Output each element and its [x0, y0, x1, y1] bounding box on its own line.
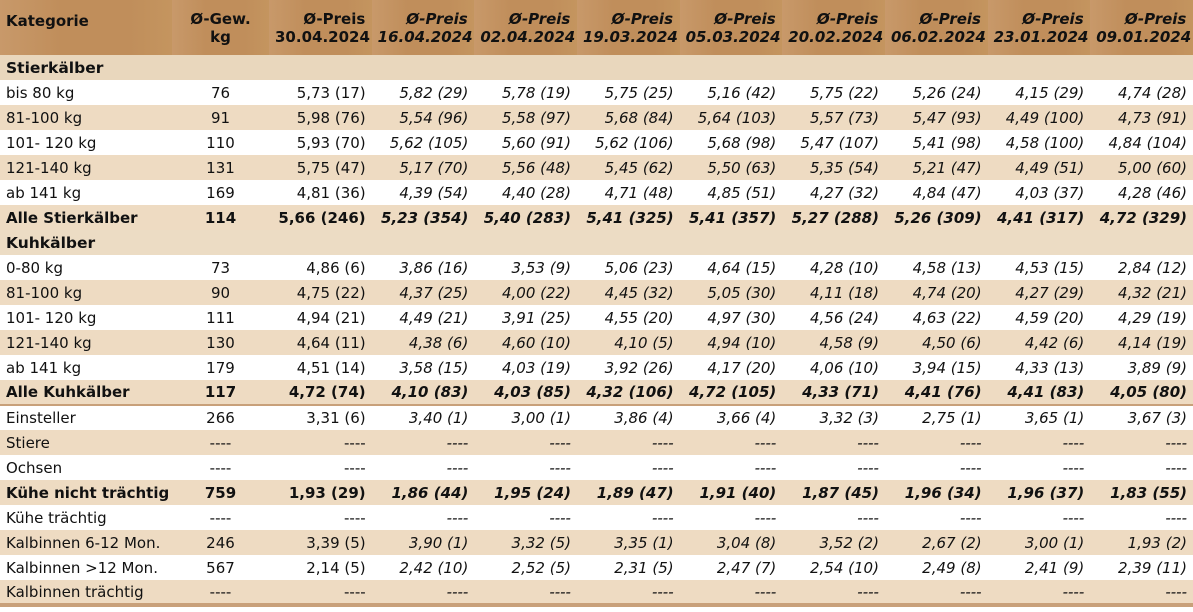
- row-weight: 110: [172, 130, 269, 155]
- table-row: [0, 405, 1193, 430]
- header-price-5: Ø-Preis 20.02.2024: [782, 0, 885, 55]
- price-cell: ----: [782, 430, 885, 455]
- price-cell: 3,94 (15): [885, 355, 988, 380]
- price-cell: ----: [782, 580, 885, 605]
- price-cell: 5,06 (23): [577, 255, 680, 280]
- price-cell: ----: [885, 580, 988, 605]
- price-cell: ----: [1090, 580, 1193, 605]
- price-cell: 4,00 (22): [474, 280, 577, 305]
- row-weight: 179: [172, 355, 269, 380]
- price-cell: 5,75 (25): [577, 80, 680, 105]
- price-cell: 3,32 (3): [782, 405, 885, 430]
- price-cell: 2,67 (2): [885, 530, 988, 555]
- section-header: [0, 55, 1193, 80]
- price-cell: 4,32 (106): [577, 380, 680, 405]
- section-header: [0, 230, 1193, 255]
- price-cell: 5,56 (48): [474, 155, 577, 180]
- price-cell: 1,91 (40): [680, 480, 783, 505]
- price-cell: 4,73 (91): [1090, 105, 1193, 130]
- price-cell: 4,10 (83): [372, 380, 475, 405]
- row-weight: ----: [172, 430, 269, 455]
- price-cell: 4,60 (10): [474, 330, 577, 355]
- price-cell: 4,63 (22): [885, 305, 988, 330]
- price-cell: ----: [1090, 455, 1193, 480]
- header-price-4: Ø-Preis 05.03.2024: [680, 0, 783, 55]
- price-cell: ----: [680, 455, 783, 480]
- price-cell: 5,57 (73): [782, 105, 885, 130]
- price-cell: 1,96 (37): [988, 480, 1091, 505]
- price-cell: 3,39 (5): [269, 530, 372, 555]
- price-cell: 1,86 (44): [372, 480, 475, 505]
- price-cell: 5,64 (103): [680, 105, 783, 130]
- price-cell: 4,49 (21): [372, 305, 475, 330]
- table-row: [0, 455, 1193, 480]
- price-cell: 3,86 (4): [577, 405, 680, 430]
- price-cell: 5,73 (17): [269, 80, 372, 105]
- price-cell: 3,58 (15): [372, 355, 475, 380]
- price-cell: 5,00 (60): [1090, 155, 1193, 180]
- row-label: 101- 120 kg: [0, 305, 172, 330]
- price-cell: 4,72 (105): [680, 380, 783, 405]
- price-cell: 4,03 (85): [474, 380, 577, 405]
- price-cell: 3,00 (1): [474, 405, 577, 430]
- price-cell: ----: [988, 430, 1091, 455]
- table-row: [0, 555, 1193, 580]
- price-cell: 4,74 (28): [1090, 80, 1193, 105]
- price-cell: ----: [269, 430, 372, 455]
- price-cell: 4,37 (25): [372, 280, 475, 305]
- price-cell: 4,33 (71): [782, 380, 885, 405]
- row-label: Einsteller: [0, 405, 172, 430]
- price-cell: 5,41 (357): [680, 205, 783, 230]
- price-cell: ----: [885, 455, 988, 480]
- table-row: [0, 130, 1193, 155]
- price-cell: 4,74 (20): [885, 280, 988, 305]
- row-weight: 130: [172, 330, 269, 355]
- price-cell: ----: [988, 505, 1091, 530]
- price-cell: 4,29 (19): [1090, 305, 1193, 330]
- price-cell: 3,31 (6): [269, 405, 372, 430]
- price-cell: 5,60 (91): [474, 130, 577, 155]
- price-cell: 4,84 (47): [885, 180, 988, 205]
- price-cell: ----: [372, 455, 475, 480]
- price-cell: 4,15 (29): [988, 80, 1091, 105]
- price-cell: 3,92 (26): [577, 355, 680, 380]
- price-cell: 3,86 (16): [372, 255, 475, 280]
- total-row: [0, 205, 1193, 230]
- header-price-3: Ø-Preis 19.03.2024: [577, 0, 680, 55]
- price-cell: 5,62 (105): [372, 130, 475, 155]
- price-cell: 4,56 (24): [782, 305, 885, 330]
- price-cell: ----: [372, 505, 475, 530]
- price-cell: 5,26 (309): [885, 205, 988, 230]
- price-cell: 3,40 (1): [372, 405, 475, 430]
- row-label: bis 80 kg: [0, 80, 172, 105]
- price-cell: 1,89 (47): [577, 480, 680, 505]
- table-row: [0, 80, 1193, 105]
- price-cell: 4,05 (80): [1090, 380, 1193, 405]
- price-cell: 4,41 (317): [988, 205, 1091, 230]
- price-cell: 5,58 (97): [474, 105, 577, 130]
- row-weight: 90: [172, 280, 269, 305]
- price-cell: 4,14 (19): [1090, 330, 1193, 355]
- price-cell: 5,54 (96): [372, 105, 475, 130]
- price-cell: 3,52 (2): [782, 530, 885, 555]
- table-row: [0, 255, 1193, 280]
- price-cell: 5,26 (24): [885, 80, 988, 105]
- price-cell: 5,05 (30): [680, 280, 783, 305]
- price-cell: 2,49 (8): [885, 555, 988, 580]
- row-weight: 131: [172, 155, 269, 180]
- price-cell: 1,95 (24): [474, 480, 577, 505]
- header-price-6: Ø-Preis 06.02.2024: [885, 0, 988, 55]
- header-price-0: Ø-Preis 30.04.2024: [269, 0, 372, 55]
- total-row: [0, 380, 1193, 405]
- table-row: [0, 280, 1193, 305]
- price-cell: 4,55 (20): [577, 305, 680, 330]
- row-weight: 266: [172, 405, 269, 430]
- price-cell: 5,47 (93): [885, 105, 988, 130]
- row-label: ab 141 kg: [0, 180, 172, 205]
- price-cell: 4,59 (20): [988, 305, 1091, 330]
- row-label: Kalbinnen 6-12 Mon.: [0, 530, 172, 555]
- price-cell: 5,47 (107): [782, 130, 885, 155]
- row-weight: 73: [172, 255, 269, 280]
- price-cell: 4,85 (51): [680, 180, 783, 205]
- price-cell: ----: [577, 430, 680, 455]
- price-cell: 4,49 (100): [988, 105, 1091, 130]
- price-cell: 4,94 (21): [269, 305, 372, 330]
- row-label: 121-140 kg: [0, 155, 172, 180]
- price-cell: ----: [1090, 430, 1193, 455]
- table-body: [0, 55, 1193, 605]
- price-cell: 4,28 (46): [1090, 180, 1193, 205]
- price-cell: 5,41 (98): [885, 130, 988, 155]
- price-cell: 5,16 (42): [680, 80, 783, 105]
- price-cell: 4,41 (83): [988, 380, 1091, 405]
- price-cell: 3,65 (1): [988, 405, 1091, 430]
- price-cell: 3,04 (8): [680, 530, 783, 555]
- row-weight: 76: [172, 80, 269, 105]
- price-cell: 4,58 (100): [988, 130, 1091, 155]
- price-cell: 4,42 (6): [988, 330, 1091, 355]
- price-cell: 5,23 (354): [372, 205, 475, 230]
- price-cell: 3,89 (9): [1090, 355, 1193, 380]
- price-cell: 4,39 (54): [372, 180, 475, 205]
- price-cell: 4,58 (9): [782, 330, 885, 355]
- total-row: [0, 480, 1193, 505]
- price-cell: 4,75 (22): [269, 280, 372, 305]
- table-row: [0, 105, 1193, 130]
- price-cell: 2,52 (5): [474, 555, 577, 580]
- header-gewicht: Ø-Gew. kg: [172, 0, 269, 55]
- price-cell: 4,32 (21): [1090, 280, 1193, 305]
- row-label: 121-140 kg: [0, 330, 172, 355]
- price-cell: 4,10 (5): [577, 330, 680, 355]
- price-cell: 5,35 (54): [782, 155, 885, 180]
- price-cell: 2,39 (11): [1090, 555, 1193, 580]
- price-cell: ----: [885, 505, 988, 530]
- table-row: [0, 180, 1193, 205]
- price-cell: 3,00 (1): [988, 530, 1091, 555]
- price-cell: ----: [474, 430, 577, 455]
- price-cell: ----: [782, 505, 885, 530]
- section-label: Stierkälber: [0, 55, 1193, 80]
- row-label: 101- 120 kg: [0, 130, 172, 155]
- price-cell: 4,58 (13): [885, 255, 988, 280]
- table-row: [0, 530, 1193, 555]
- price-cell: 4,71 (48): [577, 180, 680, 205]
- price-cell: 2,14 (5): [269, 555, 372, 580]
- price-cell: 4,51 (14): [269, 355, 372, 380]
- price-cell: 4,45 (32): [577, 280, 680, 305]
- row-label: Alle Kuhkälber: [0, 380, 172, 405]
- row-label: 81-100 kg: [0, 105, 172, 130]
- price-cell: 4,06 (10): [782, 355, 885, 380]
- table-row: [0, 430, 1193, 455]
- row-label: Kalbinnen trächtig: [0, 580, 172, 605]
- price-cell: 4,64 (15): [680, 255, 783, 280]
- row-weight: ----: [172, 580, 269, 605]
- row-weight: 246: [172, 530, 269, 555]
- price-cell: 1,83 (55): [1090, 480, 1193, 505]
- price-cell: 2,84 (12): [1090, 255, 1193, 280]
- price-cell: ----: [988, 580, 1091, 605]
- row-label: 81-100 kg: [0, 280, 172, 305]
- header-price-2: Ø-Preis 02.04.2024: [474, 0, 577, 55]
- section-label: Kuhkälber: [0, 230, 1193, 255]
- price-cell: 5,98 (76): [269, 105, 372, 130]
- row-label: Kalbinnen >12 Mon.: [0, 555, 172, 580]
- price-cell: 4,97 (30): [680, 305, 783, 330]
- header-price-8: Ø-Preis 09.01.2024: [1090, 0, 1193, 55]
- price-cell: 3,32 (5): [474, 530, 577, 555]
- row-weight: 759: [172, 480, 269, 505]
- price-cell: ----: [680, 505, 783, 530]
- price-cell: ----: [372, 430, 475, 455]
- price-cell: ----: [988, 455, 1091, 480]
- price-cell: ----: [269, 580, 372, 605]
- price-cell: ----: [474, 580, 577, 605]
- price-cell: 4,40 (28): [474, 180, 577, 205]
- price-cell: 4,50 (6): [885, 330, 988, 355]
- price-cell: 5,27 (288): [782, 205, 885, 230]
- price-cell: 4,72 (329): [1090, 205, 1193, 230]
- price-cell: 4,38 (6): [372, 330, 475, 355]
- price-cell: 4,84 (104): [1090, 130, 1193, 155]
- price-cell: ----: [1090, 505, 1193, 530]
- table-row: [0, 305, 1193, 330]
- table-row: [0, 355, 1193, 380]
- header-price-7: Ø-Preis 23.01.2024: [988, 0, 1091, 55]
- header-kategorie: Kategorie: [0, 0, 172, 55]
- price-cell: 5,68 (98): [680, 130, 783, 155]
- row-weight: 111: [172, 305, 269, 330]
- row-weight: 114: [172, 205, 269, 230]
- price-cell: 2,42 (10): [372, 555, 475, 580]
- price-cell: 5,66 (246): [269, 205, 372, 230]
- price-cell: 4,53 (15): [988, 255, 1091, 280]
- row-label: ab 141 kg: [0, 355, 172, 380]
- price-cell: 3,90 (1): [372, 530, 475, 555]
- price-cell: 2,47 (7): [680, 555, 783, 580]
- price-cell: 4,33 (13): [988, 355, 1091, 380]
- price-cell: 5,41 (325): [577, 205, 680, 230]
- price-cell: ----: [269, 455, 372, 480]
- price-cell: ----: [372, 580, 475, 605]
- price-cell: 5,93 (70): [269, 130, 372, 155]
- price-cell: 4,27 (29): [988, 280, 1091, 305]
- price-cell: 5,62 (106): [577, 130, 680, 155]
- price-cell: ----: [577, 580, 680, 605]
- price-cell: 4,17 (20): [680, 355, 783, 380]
- price-cell: 3,67 (3): [1090, 405, 1193, 430]
- price-cell: 5,75 (47): [269, 155, 372, 180]
- price-cell: 5,82 (29): [372, 80, 475, 105]
- row-label: Kühe nicht trächtig: [0, 480, 172, 505]
- price-cell: 4,81 (36): [269, 180, 372, 205]
- row-weight: 567: [172, 555, 269, 580]
- price-cell: 4,11 (18): [782, 280, 885, 305]
- table-header: [0, 0, 1193, 55]
- table-row: [0, 505, 1193, 530]
- price-cell: 4,28 (10): [782, 255, 885, 280]
- price-cell: 4,72 (74): [269, 380, 372, 405]
- row-weight: 91: [172, 105, 269, 130]
- row-label: Kühe trächtig: [0, 505, 172, 530]
- row-label: Alle Stierkälber: [0, 205, 172, 230]
- row-label: Ochsen: [0, 455, 172, 480]
- row-weight: ----: [172, 505, 269, 530]
- price-cell: 2,31 (5): [577, 555, 680, 580]
- price-cell: 4,03 (37): [988, 180, 1091, 205]
- price-cell: ----: [474, 505, 577, 530]
- row-weight: 169: [172, 180, 269, 205]
- price-cell: 3,91 (25): [474, 305, 577, 330]
- price-cell: 4,49 (51): [988, 155, 1091, 180]
- price-cell: 5,45 (62): [577, 155, 680, 180]
- header-price-1: Ø-Preis 16.04.2024: [372, 0, 475, 55]
- price-cell: 5,50 (63): [680, 155, 783, 180]
- price-cell: 1,96 (34): [885, 480, 988, 505]
- table-row: [0, 155, 1193, 180]
- price-cell: 5,40 (283): [474, 205, 577, 230]
- row-label: 0-80 kg: [0, 255, 172, 280]
- row-weight: ----: [172, 455, 269, 480]
- price-cell: ----: [269, 505, 372, 530]
- price-cell: 4,41 (76): [885, 380, 988, 405]
- price-cell: 2,75 (1): [885, 405, 988, 430]
- price-cell: 4,86 (6): [269, 255, 372, 280]
- price-cell: ----: [782, 455, 885, 480]
- table-row: [0, 580, 1193, 605]
- price-cell: ----: [680, 430, 783, 455]
- price-cell: 2,41 (9): [988, 555, 1091, 580]
- row-weight: 117: [172, 380, 269, 405]
- price-cell: 5,21 (47): [885, 155, 988, 180]
- price-cell: 5,68 (84): [577, 105, 680, 130]
- price-cell: 5,78 (19): [474, 80, 577, 105]
- price-cell: 1,87 (45): [782, 480, 885, 505]
- price-cell: 1,93 (29): [269, 480, 372, 505]
- price-cell: 5,75 (22): [782, 80, 885, 105]
- price-cell: ----: [577, 505, 680, 530]
- table-row: [0, 330, 1193, 355]
- price-cell: ----: [474, 455, 577, 480]
- price-cell: 2,54 (10): [782, 555, 885, 580]
- price-cell: ----: [680, 580, 783, 605]
- row-label: Stiere: [0, 430, 172, 455]
- price-cell: 5,17 (70): [372, 155, 475, 180]
- price-cell: ----: [885, 430, 988, 455]
- price-cell: 3,35 (1): [577, 530, 680, 555]
- price-cell: 4,27 (32): [782, 180, 885, 205]
- price-cell: 3,53 (9): [474, 255, 577, 280]
- price-cell: 3,66 (4): [680, 405, 783, 430]
- price-cell: 4,64 (11): [269, 330, 372, 355]
- price-cell: 1,93 (2): [1090, 530, 1193, 555]
- price-cell: 4,03 (19): [474, 355, 577, 380]
- price-cell: ----: [577, 455, 680, 480]
- price-cell: 4,94 (10): [680, 330, 783, 355]
